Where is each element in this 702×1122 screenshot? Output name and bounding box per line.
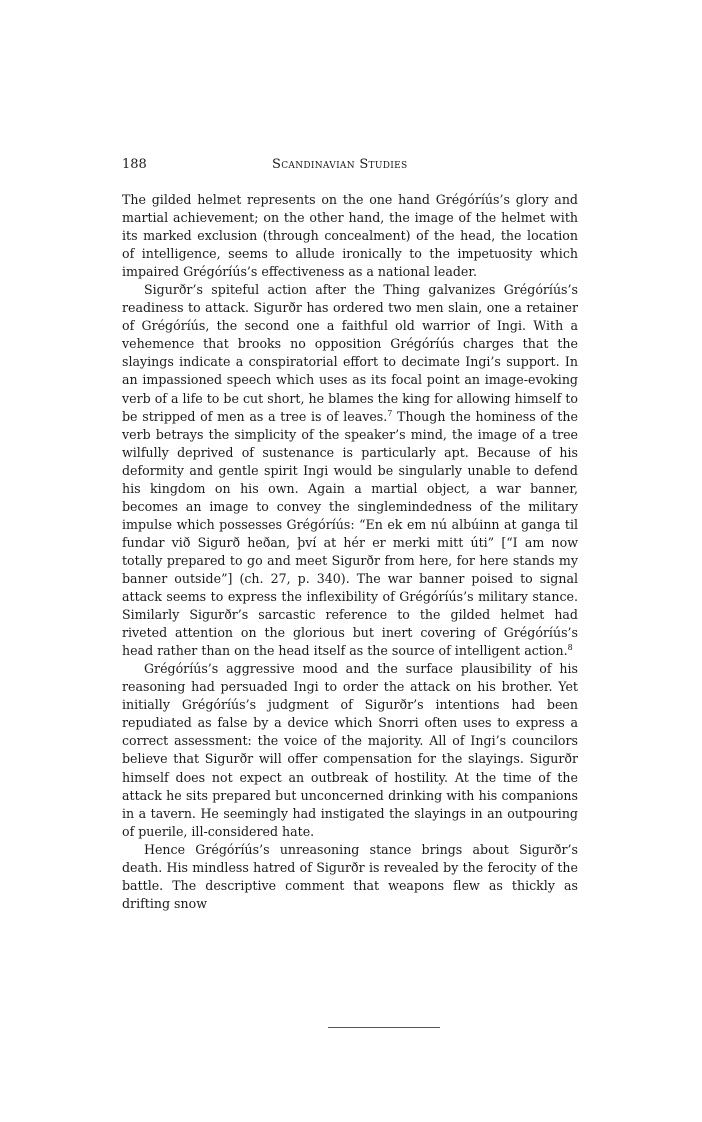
- body-text: [122, 191, 578, 913]
- page-number: 188: [122, 157, 147, 172]
- paragraph-text: Sigurðr’s spiteful action after the Thing galvanizes Grégóríús’s readiness to attack. Sigurðr has ordered two men slain, one a retainer of Grégóríús, the second one a faithful old warrior of Ingi. With a vehemence that brooks no opposition Grégóríús charges that the slayings indicate a conspiratorial effort to decimate Ingi’s support. In an impassioned speech which uses as its focal point an image-evoking verb of a life to be cut short, he blames the king for allowing himself to be stripped of men as a tree is of leaves.: [122, 282, 578, 424]
- footnote-ref-7: 7: [387, 408, 393, 418]
- paragraph-1: [122, 191, 578, 281]
- paragraph-2: [122, 281, 578, 660]
- paragraph-text: Though the hominess of the verb betrays the simplicity of the speaker’s mind, the image of a tree wilfully deprived of sustenance is particularly apt. Because of his deformity and gentle spirit Ingi would be singularly unable to defend his kingdom on his own. Again a martial object, a war banner, becomes an image to convey the singlemindedness of the military impulse which possesses Grégóríús: “En ek em nú albúinn at ganga til fundar við Sigurð heðan, því at hér er merki mitt úti” [“I am now totally prepared to go and meet Sigurðr from here, for here stands my banner outside”] (ch. 27, p. 340). The war banner poised to signal attack seems to express the inflexibility of Grégóríús’s military stance. Similarly Sigurðr’s sarcastic reference to the gilded helmet had riveted attention on the glorious but inert covering of Grégóríús’s head rather than on the head itself as the source of intelligent action.: [122, 408, 578, 659]
- footnote-ref-8: 8: [567, 643, 573, 653]
- paragraph-text: Hence Grégóríús’s unreasoning stance brings about Sigurðr’s death. His mindless hatred of Sigurðr is revealed by the ferocity of the battle. The descriptive comment that weapons flew as thickly as drifting snow: [122, 841, 578, 911]
- paragraph-4: [122, 841, 578, 913]
- footnote-rule: [328, 1027, 440, 1028]
- journal-title: Scandinavian Studies: [272, 157, 408, 172]
- paragraph-text: The gilded helmet represents on the one hand Grégóríús’s glory and martial achievement; on the other hand, the image of the helmet with its marked exclusion (through concealment) of the head, the location of intelligence, seems to allude ironically to the impetuosity which impaired Grégóríús’s effectiveness as a national leader.: [122, 192, 578, 280]
- paragraph-3: [122, 660, 578, 840]
- paragraph-text: Grégóríús’s aggressive mood and the surface plausibility of his reasoning had persuaded Ingi to order the attack on his brother. Yet initially Grégóríús’s judgment of Sigurðr’s intentions had been repudiated as false by a device which Snorri often uses to express a correct assessment: the voice of the majority. All of Ingi’s councilors believe that Sigurðr will offer compensation for the slayings. Sigurðr himself does not expect an outbreak of hostility. At the time of the attack he sits prepared but unconcerned drinking with his companions in a tavern. He seemingly had instigated the slayings in an outpouring of puerile, ill-considered hate.: [122, 661, 578, 839]
- running-head: [122, 157, 578, 177]
